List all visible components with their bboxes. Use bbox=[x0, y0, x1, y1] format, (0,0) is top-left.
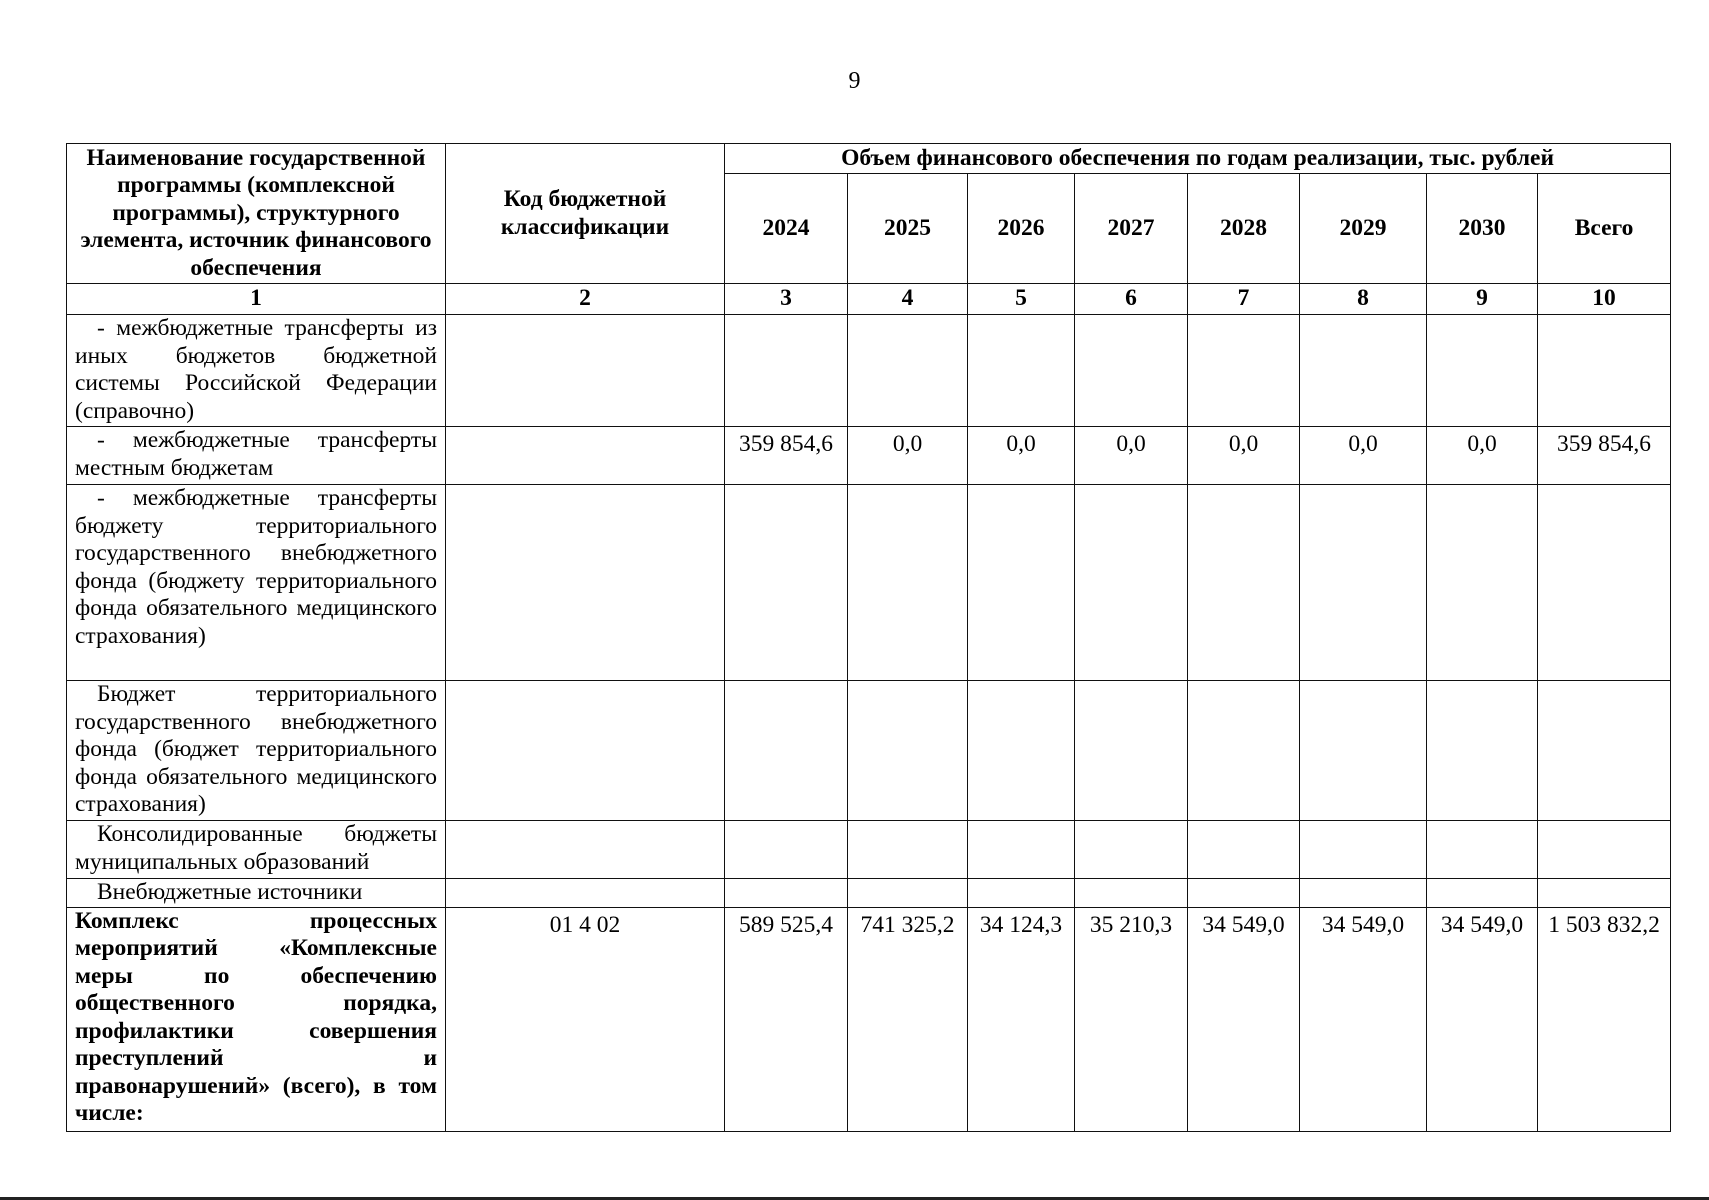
column-number: 5 bbox=[968, 284, 1075, 315]
table-row bbox=[67, 427, 1671, 485]
row-total bbox=[1538, 315, 1671, 427]
row-value bbox=[1300, 821, 1427, 879]
row-name: Комплекс процессных мероприятий «Комплексные меры по обеспечению общественного порядка, профилактики совершения преступлений и правонарушений» (всего), в том числе: bbox=[67, 907, 446, 1131]
row-total: 359 854,6 bbox=[1538, 427, 1671, 485]
row-code bbox=[446, 315, 725, 427]
row-name: - межбюджетные трансферты местным бюджетам bbox=[67, 427, 446, 485]
row-value bbox=[1188, 485, 1300, 681]
row-value: 35 210,3 bbox=[1075, 907, 1188, 1131]
table-row bbox=[67, 821, 1671, 879]
row-value bbox=[1427, 821, 1538, 879]
column-number: 2 bbox=[446, 284, 725, 315]
row-name: Внебюджетные источники bbox=[67, 879, 446, 908]
column-number: 6 bbox=[1075, 284, 1188, 315]
row-value: 34 549,0 bbox=[1188, 907, 1300, 1131]
header-year-2025: 2025 bbox=[848, 174, 968, 284]
table-row bbox=[67, 907, 1671, 1131]
column-number: 3 bbox=[725, 284, 848, 315]
row-code bbox=[446, 427, 725, 485]
column-number: 4 bbox=[848, 284, 968, 315]
header-year-2030: 2030 bbox=[1427, 174, 1538, 284]
row-value: 0,0 bbox=[1427, 427, 1538, 485]
row-value bbox=[1188, 681, 1300, 821]
row-total bbox=[1538, 485, 1671, 681]
row-code bbox=[446, 821, 725, 879]
row-value bbox=[725, 821, 848, 879]
row-total bbox=[1538, 879, 1671, 908]
row-value bbox=[848, 879, 968, 908]
row-value: 0,0 bbox=[1188, 427, 1300, 485]
header-year-2024: 2024 bbox=[725, 174, 848, 284]
row-value bbox=[968, 681, 1075, 821]
row-value: 34 549,0 bbox=[1427, 907, 1538, 1131]
row-code bbox=[446, 879, 725, 908]
header-total: Всего bbox=[1538, 174, 1671, 284]
column-numbers-row bbox=[67, 284, 1671, 315]
row-value bbox=[1075, 879, 1188, 908]
header-year-2028: 2028 bbox=[1188, 174, 1300, 284]
row-value: 589 525,4 bbox=[725, 907, 848, 1131]
row-value bbox=[968, 485, 1075, 681]
row-total: 1 503 832,2 bbox=[1538, 907, 1671, 1131]
row-value: 0,0 bbox=[968, 427, 1075, 485]
row-value: 0,0 bbox=[1300, 427, 1427, 485]
row-value: 359 854,6 bbox=[725, 427, 848, 485]
row-total bbox=[1538, 821, 1671, 879]
row-name: - межбюджетные трансферты из иных бюджетов бюджетной системы Российской Федерации (справочно) bbox=[67, 315, 446, 427]
row-value bbox=[1075, 681, 1188, 821]
row-value bbox=[848, 485, 968, 681]
header-code-column: Код бюджетной классификации bbox=[446, 144, 725, 284]
row-value bbox=[848, 315, 968, 427]
row-value bbox=[725, 315, 848, 427]
column-number: 1 bbox=[67, 284, 446, 315]
row-name: - межбюджетные трансферты бюджету территориального государственного внебюджетного фонда (бюджету территориального фонда обязательного медицинского страхования) bbox=[67, 485, 446, 681]
row-value bbox=[968, 821, 1075, 879]
row-value bbox=[1188, 315, 1300, 427]
row-value: 0,0 bbox=[1075, 427, 1188, 485]
row-value bbox=[725, 879, 848, 908]
row-value bbox=[725, 681, 848, 821]
financing-table bbox=[66, 143, 1671, 1132]
row-value bbox=[1427, 485, 1538, 681]
row-value bbox=[1427, 681, 1538, 821]
row-value bbox=[1075, 821, 1188, 879]
row-value bbox=[1075, 485, 1188, 681]
row-code bbox=[446, 681, 725, 821]
row-code bbox=[446, 485, 725, 681]
row-value bbox=[1427, 879, 1538, 908]
row-value: 34 124,3 bbox=[968, 907, 1075, 1131]
header-funding-group: Объем финансового обеспечения по годам реализации, тыс. рублей bbox=[725, 144, 1671, 174]
row-value bbox=[1300, 315, 1427, 427]
row-value bbox=[848, 821, 968, 879]
header-name-column: Наименование государственной программы (комплексной программы), структурного элемента, источник финансового обеспечения bbox=[67, 144, 446, 284]
header-year-2027: 2027 bbox=[1075, 174, 1188, 284]
row-value bbox=[1300, 485, 1427, 681]
row-value: 0,0 bbox=[848, 427, 968, 485]
row-value bbox=[1427, 315, 1538, 427]
row-value bbox=[1075, 315, 1188, 427]
row-name: Консолидированные бюджеты муниципальных образований bbox=[67, 821, 446, 879]
row-value bbox=[1188, 821, 1300, 879]
column-number: 7 bbox=[1188, 284, 1300, 315]
column-number: 10 bbox=[1538, 284, 1671, 315]
row-value bbox=[968, 879, 1075, 908]
table-row bbox=[67, 485, 1671, 681]
row-value: 741 325,2 bbox=[848, 907, 968, 1131]
row-value bbox=[968, 315, 1075, 427]
row-code: 01 4 02 bbox=[446, 907, 725, 1131]
row-value bbox=[1300, 681, 1427, 821]
row-value bbox=[1300, 879, 1427, 908]
table-row bbox=[67, 315, 1671, 427]
table-row bbox=[67, 681, 1671, 821]
row-value bbox=[1188, 879, 1300, 908]
row-total bbox=[1538, 681, 1671, 821]
row-value: 34 549,0 bbox=[1300, 907, 1427, 1131]
page-number: 9 bbox=[848, 68, 861, 94]
header-year-2029: 2029 bbox=[1300, 174, 1427, 284]
header-year-2026: 2026 bbox=[968, 174, 1075, 284]
row-value bbox=[725, 485, 848, 681]
column-number: 9 bbox=[1427, 284, 1538, 315]
row-value bbox=[848, 681, 968, 821]
row-name: Бюджет территориального государственного внебюджетного фонда (бюджет территориального фонда обязательного медицинского страхования) bbox=[67, 681, 446, 821]
table-row bbox=[67, 879, 1671, 908]
column-number: 8 bbox=[1300, 284, 1427, 315]
